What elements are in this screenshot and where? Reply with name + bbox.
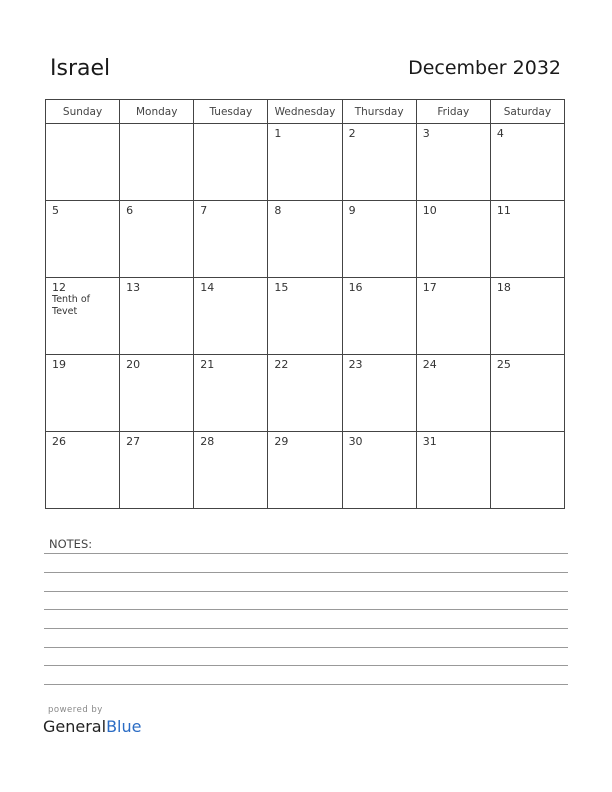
powered-by-text: powered by (48, 705, 103, 715)
day-number: 21 (200, 358, 215, 371)
day-cell (46, 278, 120, 355)
weekday-saturday: Saturday (490, 100, 564, 124)
day-number: 4 (496, 127, 504, 140)
day-number: 26 (52, 435, 66, 448)
day-cell (46, 355, 120, 432)
day-number: 16 (348, 281, 363, 294)
holiday-label: Tenth of Tevet (52, 294, 90, 317)
day-number: 25 (496, 358, 511, 371)
note-line (44, 665, 568, 666)
country-title: Israel (50, 56, 111, 81)
day-cell (268, 201, 342, 278)
day-cell (194, 355, 268, 432)
day-number: 13 (126, 281, 141, 294)
note-line (44, 572, 568, 573)
day-number: 20 (126, 358, 141, 371)
notes-label: NOTES: (49, 537, 93, 551)
note-line (44, 628, 568, 629)
day-cell (120, 278, 194, 355)
note-line (44, 553, 568, 554)
day-cell (120, 201, 194, 278)
day-number: 11 (496, 204, 511, 217)
day-number (194, 124, 267, 127)
week-row (46, 355, 565, 432)
month-year-title: December 2032 (408, 57, 561, 79)
note-line (44, 609, 568, 610)
day-number: 6 (126, 204, 134, 217)
day-cell (194, 201, 268, 278)
day-cell (416, 355, 490, 432)
day-number (120, 124, 193, 127)
day-number: 30 (348, 435, 363, 448)
week-row (46, 124, 565, 201)
day-number: 8 (274, 204, 282, 217)
day-number: 22 (274, 358, 289, 371)
day-cell (46, 201, 120, 278)
day-number: 27 (126, 435, 141, 448)
day-cell (342, 278, 416, 355)
day-cell (194, 432, 268, 509)
note-line (44, 591, 568, 592)
day-number: 12 (52, 281, 66, 294)
day-cell (342, 201, 416, 278)
brand-blue: Blue (106, 717, 142, 736)
day-number: 10 (422, 204, 437, 217)
weekday-sunday: Sunday (46, 100, 120, 124)
day-number: 29 (274, 435, 289, 448)
weekday-thursday: Thursday (342, 100, 416, 124)
day-cell (342, 355, 416, 432)
weekday-friday: Friday (416, 100, 490, 124)
day-cell (268, 278, 342, 355)
day-cell (342, 432, 416, 509)
week-row (46, 278, 565, 355)
week-row (46, 432, 565, 509)
day-number: 31 (422, 435, 437, 448)
day-number: 19 (52, 358, 66, 371)
weekday-monday: Monday (120, 100, 194, 124)
day-cell (416, 432, 490, 509)
day-cell (490, 432, 564, 509)
day-cell (46, 124, 120, 201)
day-number: 7 (200, 204, 208, 217)
day-cell (120, 432, 194, 509)
day-number: 18 (496, 281, 511, 294)
day-cell (490, 201, 564, 278)
day-cell (194, 278, 268, 355)
day-cell (268, 355, 342, 432)
day-cell (268, 124, 342, 201)
day-number: 17 (422, 281, 437, 294)
day-number: 5 (52, 204, 59, 217)
weekday-wednesday: Wednesday (268, 100, 342, 124)
weekday-tuesday: Tuesday (194, 100, 268, 124)
note-line (44, 684, 568, 685)
day-number (46, 124, 119, 127)
day-number: 9 (348, 204, 356, 217)
day-cell (268, 432, 342, 509)
day-number: 14 (200, 281, 215, 294)
day-cell (342, 124, 416, 201)
day-cell (120, 124, 194, 201)
day-number: 2 (348, 127, 356, 140)
day-number (491, 432, 564, 435)
day-cell (490, 355, 564, 432)
weekday-header-row (46, 100, 565, 124)
day-cell (194, 124, 268, 201)
day-number: 1 (274, 127, 282, 140)
day-number: 3 (422, 127, 430, 140)
day-cell (46, 432, 120, 509)
week-row (46, 201, 565, 278)
day-cell (416, 124, 490, 201)
day-number: 15 (274, 281, 289, 294)
day-number: 23 (348, 358, 363, 371)
note-line (44, 647, 568, 648)
day-cell (490, 124, 564, 201)
day-number: 24 (422, 358, 437, 371)
day-cell (490, 278, 564, 355)
day-cell (120, 355, 194, 432)
day-cell (416, 278, 490, 355)
brand-general: General (43, 717, 107, 736)
calendar-grid (45, 99, 565, 509)
brand-logo (43, 717, 141, 736)
day-cell (416, 201, 490, 278)
day-number: 28 (200, 435, 215, 448)
